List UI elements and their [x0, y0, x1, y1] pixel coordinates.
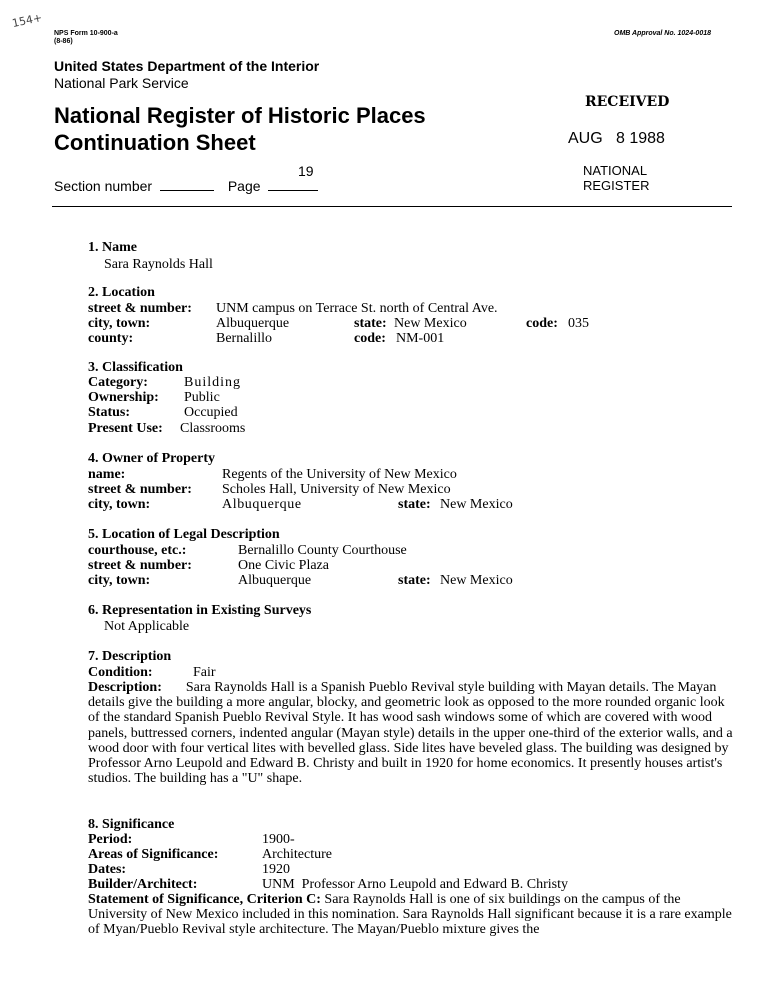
location-city-value: Albuquerque	[216, 316, 290, 331]
owner-name-label: name:	[88, 467, 126, 482]
section-5-heading: 5. Location of Legal Description	[88, 527, 280, 542]
owner-city-label: city, town:	[88, 497, 151, 512]
description-paragraph	[88, 680, 738, 786]
location-state-label: state:	[354, 316, 387, 331]
page-number: 19	[298, 163, 314, 179]
property-name: Sara Raynolds Hall	[104, 257, 213, 272]
form-edition: (8-86)	[54, 38, 73, 45]
location-county-code-label: code:	[354, 331, 386, 346]
courthouse-label: courthouse, etc.:	[88, 543, 187, 558]
builder-label: Builder/Architect:	[88, 877, 198, 892]
section-4-heading: 4. Owner of Property	[88, 451, 216, 466]
present-use-label: Present Use:	[88, 421, 163, 436]
section-number-field	[54, 178, 318, 194]
department-name: United States Department of the Interior	[54, 58, 320, 74]
ownership-label: Ownership:	[88, 390, 159, 405]
omb-approval: OMB Approval No. 1024-0018	[614, 30, 711, 37]
section-8-heading: 8. Significance	[88, 817, 175, 832]
received-stamp: RECEIVED	[585, 94, 670, 110]
condition-label: Condition:	[88, 665, 153, 680]
courthouse-value: Bernalillo County Courthouse	[238, 543, 407, 558]
service-name: National Park Service	[54, 75, 189, 91]
category-label: Category:	[88, 375, 148, 390]
section-6-heading: 6. Representation in Existing Surveys	[88, 603, 312, 618]
dates-value: 1920	[262, 862, 290, 877]
location-city-label: city, town:	[88, 316, 151, 331]
dates-label: Dates:	[88, 862, 127, 877]
section-number-label: Section number	[54, 178, 153, 194]
builder-value: UNM Professor Arno Leupold and Edward B. Christy	[262, 877, 569, 892]
areas-label: Areas of Significance:	[88, 847, 219, 862]
legal-state-value: New Mexico	[440, 573, 513, 588]
legal-state-label: state:	[398, 573, 431, 588]
location-street-value: UNM campus on Terrace St. north of Central Ave.	[216, 301, 498, 316]
location-code-label: code:	[526, 316, 558, 331]
section-7-heading: 7. Description	[88, 649, 172, 664]
location-county-value: Bernalillo	[216, 331, 272, 346]
location-county-code-value: NM-001	[396, 331, 445, 346]
location-county-label: county:	[88, 331, 134, 346]
page-label: Page	[227, 178, 261, 194]
stamp-national: NATIONAL	[583, 163, 648, 178]
section-number-blank	[160, 178, 214, 191]
form-number	[54, 30, 118, 46]
page-title	[54, 102, 426, 156]
section-1-heading: 1. Name	[88, 240, 137, 255]
surveys-value: Not Applicable	[104, 619, 190, 634]
owner-street-label: street & number:	[88, 482, 192, 497]
legal-city-label: city, town:	[88, 573, 151, 588]
form-number-text: NPS Form 10-900-a	[54, 30, 118, 37]
owner-city-value: Albuquerque	[222, 497, 302, 512]
status-value: Occupied	[184, 405, 238, 420]
ownership-value: Public	[184, 390, 220, 405]
title-line-1: National Register of Historic Places	[54, 103, 426, 128]
section-2-heading: 2. Location	[88, 285, 155, 300]
statement-paragraph	[88, 892, 738, 938]
period-value: 1900-	[262, 832, 295, 847]
section-3-heading: 3. Classification	[88, 360, 183, 375]
description-label: Description:	[88, 680, 162, 695]
legal-street-value: One Civic Plaza	[238, 558, 329, 573]
statement-text: Sara Raynolds Hall is one of six buildings on the campus of the University of New Mexico included in this nomination. Sara Raynolds Hall significant because it is a rare example of Myan/Pueblo Revival style architecture. The Mayan/Pueblo mixture gives the	[88, 892, 732, 938]
owner-name-value: Regents of the University of New Mexico	[222, 467, 457, 482]
period-label: Period:	[88, 832, 133, 847]
stamp-register: REGISTER	[583, 178, 650, 193]
owner-street-value: Scholes Hall, University of New Mexico	[222, 482, 451, 497]
description-text: Sara Raynolds Hall is a Spanish Pueblo Revival style building with Mayan details. The Mayan details give the building a more angular, blocky, and geometric look as opposed to the more rounded organic look of the standard Spanish Pueblo Revival Style. It has wood sash windows some of which are covered with wood panels, buttressed corners, indented angular (Mayan style) details in the upper one-third of the exterior walls, and a wood door with four vertical lites with bevelled glass. Side lites have beveled glass. The building was designed by Professor Arno Leupold and Edward B. Christy and built in 1920 for home economics. It presently houses artist's studios. The building has a "U" shape.	[88, 680, 733, 787]
handwritten-mark: 154+	[10, 11, 44, 30]
location-state-value: New Mexico	[394, 316, 467, 331]
statement-label: Statement of Significance, Criterion C:	[88, 892, 321, 907]
legal-city-value: Albuquerque	[238, 573, 312, 588]
areas-value: Architecture	[262, 847, 332, 862]
title-line-2: Continuation Sheet	[54, 130, 256, 155]
legal-street-label: street & number:	[88, 558, 192, 573]
owner-state-value: New Mexico	[440, 497, 513, 512]
location-code-value: 035	[568, 316, 589, 331]
condition-value: Fair	[193, 665, 216, 680]
page-blank	[268, 178, 318, 191]
owner-state-label: state:	[398, 497, 431, 512]
header-divider	[52, 206, 732, 207]
status-label: Status:	[88, 405, 131, 420]
category-value: Building	[184, 375, 242, 390]
location-street-label: street & number:	[88, 301, 192, 316]
present-use-value: Classrooms	[180, 421, 246, 436]
national-register-stamp	[583, 163, 649, 193]
received-date: AUG 8 1988	[568, 130, 665, 147]
